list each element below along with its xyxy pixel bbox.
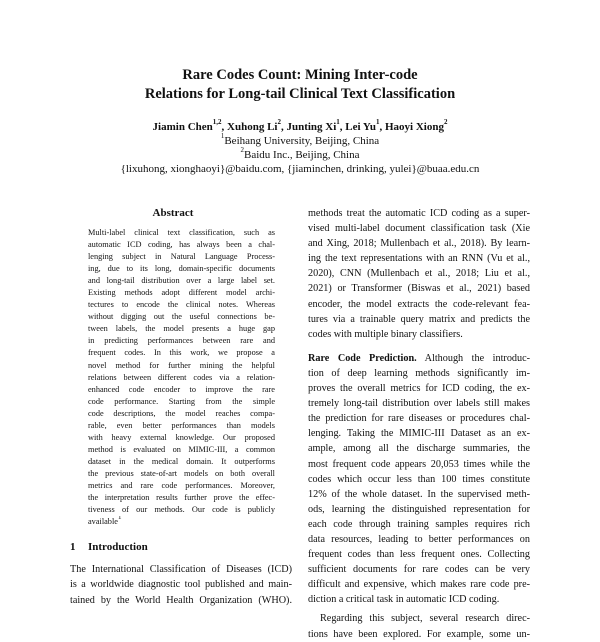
section-heading-introduction [70, 541, 148, 553]
title-line: Relations for Long-tail Clinical Text Classification [144, 86, 456, 102]
body-line: ing the text representations with an RNN (Vu et al., [308, 253, 530, 265]
abstract-line: in predicting performances between rare and [88, 336, 275, 346]
author-affil-mark: 1 [336, 118, 340, 127]
abstract-line: method is evaluated on MIMIC-III, a common [88, 444, 275, 454]
author-emails: {lixuhong, xionghaoyi}@baidu.com, {jiaminchen, drinking, yulei}@buaa.edu.cn [120, 163, 480, 175]
body-line: diction a critical task in automatic ICD coding. [308, 594, 500, 606]
section-number: 1 [70, 541, 76, 553]
body-line: codes with multiple binary classifiers. [308, 328, 463, 340]
author-name: Jiamin Chen [152, 121, 213, 133]
body-line: difficult and expensive, which makes rare code pre- [308, 579, 530, 591]
abstract-line: enhanced code encoder to improve the rare [88, 384, 275, 394]
affiliation [40, 148, 560, 162]
paragraph-3 [308, 611, 530, 641]
introduction-body [70, 562, 292, 608]
abstract-line: tiveness of our methods. Our code is publicly [88, 505, 275, 515]
body-line: most frequent code appears 20,053 times while the [308, 458, 530, 470]
author-names: Jiamin Chen$^{1,2}$, Xuhong Li$^2$, Junting Xi$^1$, Lei Yu$^1$, Haoyi Xiong$^2$ [152, 118, 448, 133]
body-line: ods, learning the distinguished representation for [308, 503, 530, 515]
section-title: Introduction [88, 541, 148, 553]
paragraph-rare-code-prediction [308, 351, 530, 608]
author-affil-mark: 1 [375, 118, 380, 127]
body-line [308, 351, 530, 366]
title-line: Rare Codes Count: Mining Inter-code [182, 67, 418, 83]
abstract-line: lenging subject in Natural Language Process- [88, 252, 275, 262]
body-line: frequent codes than less frequent ones. Collecting [308, 549, 530, 561]
abstract-body [88, 227, 275, 528]
body-line: 2021) or Transformer (Biswas et al., 2021) based [308, 283, 530, 295]
author-affil-mark: 2 [277, 118, 281, 127]
body-line: proves the overall metrics for ICD coding, the ex- [308, 383, 530, 395]
abstract-line: novel method for further mining the helpful [88, 360, 275, 370]
abstract-line: automatic ICD coding, has always been a chal- [88, 240, 275, 250]
author-name: Haoyi Xiong [384, 121, 444, 133]
abstract-line: relations between different codes via a relation- [88, 372, 275, 382]
paper-title [40, 66, 560, 104]
abstract-line: the interpretation results further prove the effec- [88, 493, 275, 503]
author-name: Xuhong Li [227, 121, 278, 133]
intro-line: is a worldwide diagnostic tool published and main- [70, 579, 292, 591]
abstract-line: without digging out the useful connections be- [88, 312, 275, 322]
body-line: the prediction for rare diseases or procedures chal- [308, 413, 530, 425]
abstract-line: tween labels, the model presents a huge gap [88, 324, 275, 334]
abstract-heading: Abstract [152, 207, 194, 219]
author-affil-mark: 2 [443, 118, 448, 127]
body-line: and Xing, 2018; Mullenbach et al., 2018). By learn- [308, 238, 530, 250]
right-column [308, 206, 530, 642]
body-line: data resources, leading to better performances on [308, 533, 530, 545]
affiliation-mark: 1 [220, 132, 225, 141]
body-line: tion of deep learning methods significantly im- [308, 367, 530, 379]
body-line: methods treat the automatic ICD coding as a super- [308, 208, 530, 219]
footnote-mark: 1 [117, 516, 122, 522]
abstract-last-text: available [88, 517, 118, 527]
body-line: tions have been explored. For example, some un- [308, 628, 530, 640]
body-line: tremely long-tail distribution over labels still makes [308, 398, 530, 410]
author-block [40, 120, 560, 176]
body-line: Regarding this subject, several research direc- [320, 613, 530, 625]
intro-line: tained by the World Health Organization (WHO). [70, 594, 292, 606]
abstract-line: the previous state-of-art models on both overall [88, 468, 275, 478]
intro-line: The International Classification of Diseases (ICD) [70, 564, 292, 575]
abstract-line: ing, due to its long, domain-specific documents [88, 264, 275, 274]
body-line: lenging. Taking the MIMIC-III Dataset as an ex- [308, 428, 530, 440]
abstract-line: frequent codes. In this work, we propose a [88, 348, 275, 358]
abstract-line: Existing methods adopt different model archi- [88, 288, 275, 298]
affiliation-text: Beihang University, Beijing, China [224, 135, 380, 147]
author-affil-mark: 1,2 [212, 118, 222, 127]
abstract-line: and long-tail distribution over a large label set. [88, 276, 275, 286]
abstract-line: tectures to encode the clinical notes. Whereas [88, 300, 275, 310]
abstract-line: metrics and rare code performances. Moreover, [88, 480, 275, 490]
run-in-heading: Rare Code Prediction. [308, 352, 417, 364]
run-in-text: Although the introduc- [424, 352, 530, 364]
abstract-line: code descriptions, the model reaches compa- [88, 408, 275, 418]
abstract-line: code performance. Starting from the simple [88, 396, 275, 406]
body-line: vised multi-label document classification task (Xie [308, 223, 530, 235]
affiliation [40, 134, 560, 148]
body-line: sufficient documents for rare codes can be very [308, 564, 530, 576]
author-name: Lei Yu [345, 121, 376, 133]
paragraph-1 [308, 206, 530, 342]
body-line: 12% of the whole dataset. In the supervised meth- [308, 488, 530, 500]
body-line: each code through training samples requires rich [308, 518, 530, 530]
body-line: encoder, the model extracts the code-relevant fea- [308, 298, 530, 310]
body-line: 2020), CNN (Mullenbach et al., 2018; Liu et al., [308, 268, 530, 280]
affiliation-text: Baidu Inc., Beijing, China [244, 149, 360, 161]
author-name: Junting Xi [286, 121, 337, 133]
abstract-line: with heavy external knowledge. Our proposed [88, 432, 275, 442]
body-line: tures via a trainable query matrix and predicts the [308, 313, 530, 325]
abstract-line: dataset in the medical domain. It outperforms [88, 456, 275, 466]
body-line: ample, among all the discharge summaries, the [308, 443, 530, 455]
body-line: codes which occur less than 100 times constitute [308, 473, 530, 485]
affiliation-mark: 2 [240, 146, 244, 155]
abstract-line: rable, even better performances than models [88, 420, 275, 430]
abstract-line [88, 516, 275, 528]
abstract-line: Multi-label clinical text classification, such as [88, 228, 275, 237]
